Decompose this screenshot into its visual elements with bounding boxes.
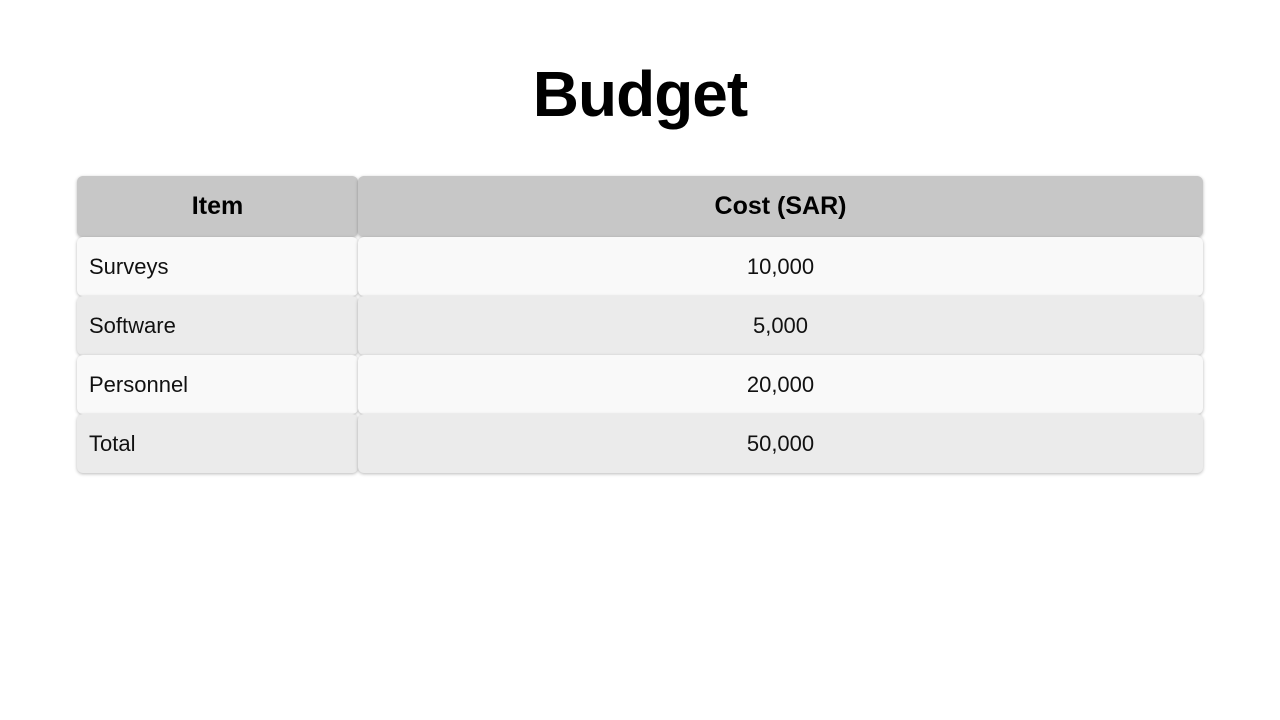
row-cost-cell: 5,000 [358,296,1203,355]
row-item-cell: Personnel [77,355,358,414]
row-item-cell: Surveys [77,237,358,296]
page-title: Budget [532,58,748,130]
row-cost-cell: 10,000 [358,237,1203,296]
budget-table [77,176,1203,473]
table-row [77,237,1203,296]
table-row [77,355,1203,414]
row-item-cell: Total [77,414,358,473]
row-cost-cell: 50,000 [358,414,1203,473]
row-item-cell: Software [77,296,358,355]
row-cost-cell: 20,000 [358,355,1203,414]
header-cost: Cost (SAR) [358,176,1203,237]
table-header-row [77,176,1203,237]
table-row-total [77,414,1203,473]
table-row [77,296,1203,355]
header-item: Item [77,176,358,237]
